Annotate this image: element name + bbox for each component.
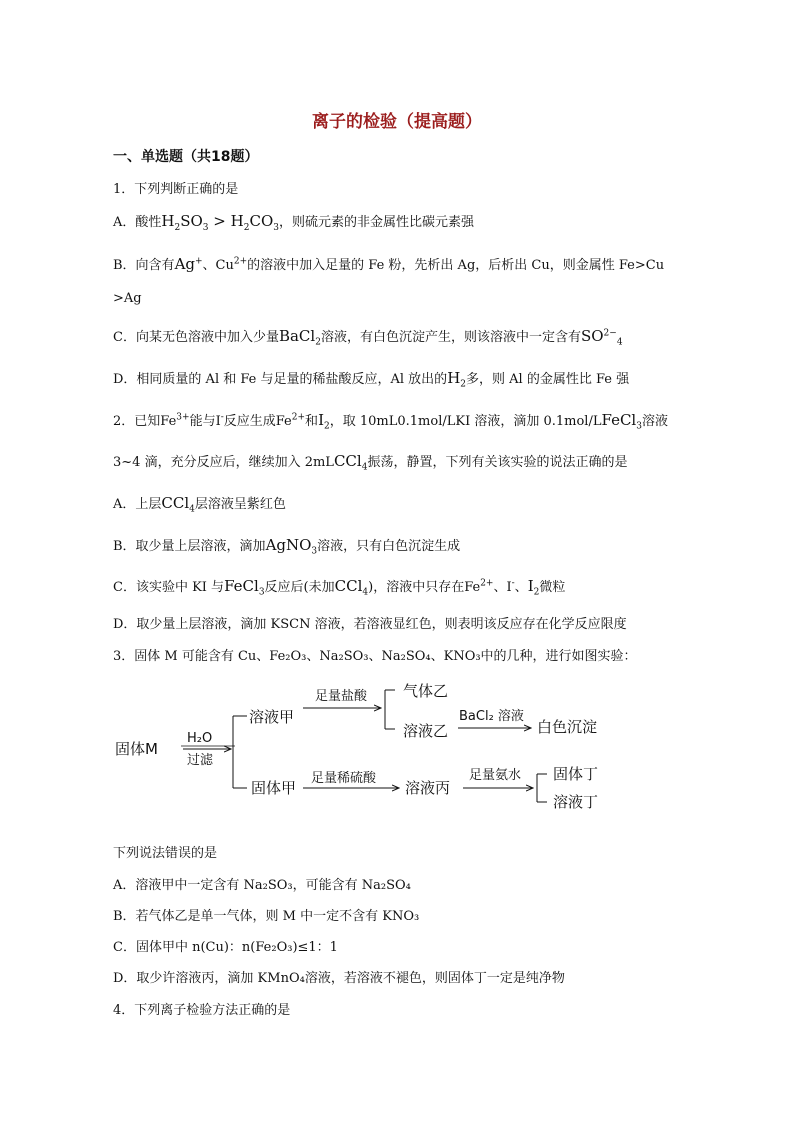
h2o-label: H₂O xyxy=(187,731,213,746)
q2-option-b: B．取少量上层溶液，滴加AgNO$_3$溶液，只有白色沉淀生成 xyxy=(113,536,461,557)
q1-option-c: C．向某无色溶液中加入少量BaCl$_2$溶液，有白色沉淀产生，则该溶液中一定含有$SO^{2-}_4$ xyxy=(113,327,623,348)
hcl-label: 足量盐酸 xyxy=(315,689,368,704)
h2so4-label: 足量稀硫酸 xyxy=(311,771,377,786)
q1-option-b: B．向含有Ag+、$Cu^{2+}$的溶液中加入足量的 Fe 粉，先析出 Ag，后析出 Cu，则金属性 Fe>Cu xyxy=(113,255,665,273)
section-heading: 一、单选题（共18题） xyxy=(113,149,259,165)
q2-option-c: C．该实验中 KI 与FeCl$_3$反应后(未加CCl$_4$)，溶液中只存在$Fe^{2+}$、I-、$I_2$微粒 xyxy=(113,577,566,598)
experiment-flowchart xyxy=(113,676,633,816)
q2-option-d: D．取少量上层溶液，滴加 KSCN 溶液，若溶液显红色，则表明该反应存在化学反应限度 xyxy=(113,617,627,632)
nh3-label: 足量氨水 xyxy=(469,768,522,783)
sol-bing-label: 溶液丙 xyxy=(405,779,451,797)
q3-prompt: 下列说法错误的是 xyxy=(113,846,218,861)
q2-option-a: A．上层CCl$_4$层溶液呈紫红色 xyxy=(113,494,286,515)
white-ppt-label: 白色沉淀 xyxy=(537,718,598,736)
sol-yi-label: 溶液乙 xyxy=(403,722,449,740)
solid-ding-label: 固体丁 xyxy=(553,765,599,783)
page-title: 离子的检验（提高题） xyxy=(312,112,482,132)
q1-option-a: A．酸性$H_2SO_3 > H_2CO_3$，则硫元素的非金属性比碳元素强 xyxy=(113,212,474,233)
q3-option-b: B．若气体乙是单一气体，则 M 中一定不含有 KNO₃ xyxy=(113,909,420,924)
sol-jia-label: 溶液甲 xyxy=(249,708,295,726)
sol-ding-label: 溶液丁 xyxy=(553,793,599,811)
filter-label: 过滤 xyxy=(187,753,214,768)
solid-jia-label: 固体甲 xyxy=(251,779,297,797)
q1-stem: 1．下列判断正确的是 xyxy=(113,182,239,197)
q3-stem: 3．固体 M 可能含有 Cu、Fe₂O₃、Na₂SO₃、Na₂SO₄、KNO₃中的几种，进行如图实验： xyxy=(113,649,637,664)
q2-stem-cont: 3~4 滴，充分反应后，继续加入 2mLCCl$_4$振荡，静置，下列有关该实验的说法正确的是 xyxy=(113,452,628,473)
q1-option-d: D．相同质量的 Al 和 Fe 与足量的稀盐酸反应，Al 放出的$H_2$多，则 Al 的金属性比 Fe 强 xyxy=(113,369,630,390)
bacl2-label: BaCl₂ 溶液 xyxy=(459,709,524,724)
q2-stem: 2．已知$Fe^{3+}$能与I-反应生成$Fe^{2+}$和$I_2$，取 10mL0.1mol/LKI 溶液，滴加 0.1mol/LFeCl$_3$溶液 xyxy=(113,411,668,432)
q4-stem: 4．下列离子检验方法正确的是 xyxy=(113,1003,291,1018)
q3-option-c: C．固体甲中 n(Cu)：n(Fe₂O₃)≤1：1 xyxy=(113,940,338,955)
q3-option-d: D．取少许溶液丙，滴加 KMnO₄溶液，若溶液不褪色，则固体丁一定是纯净物 xyxy=(113,971,565,986)
gas-yi-label: 气体乙 xyxy=(403,682,449,700)
solid-m-label: 固体M xyxy=(115,740,158,758)
q3-option-a: A．溶液甲中一定含有 Na₂SO₃，可能含有 Na₂SO₄ xyxy=(113,878,411,893)
q1-option-b-cont: >Ag xyxy=(113,291,142,306)
